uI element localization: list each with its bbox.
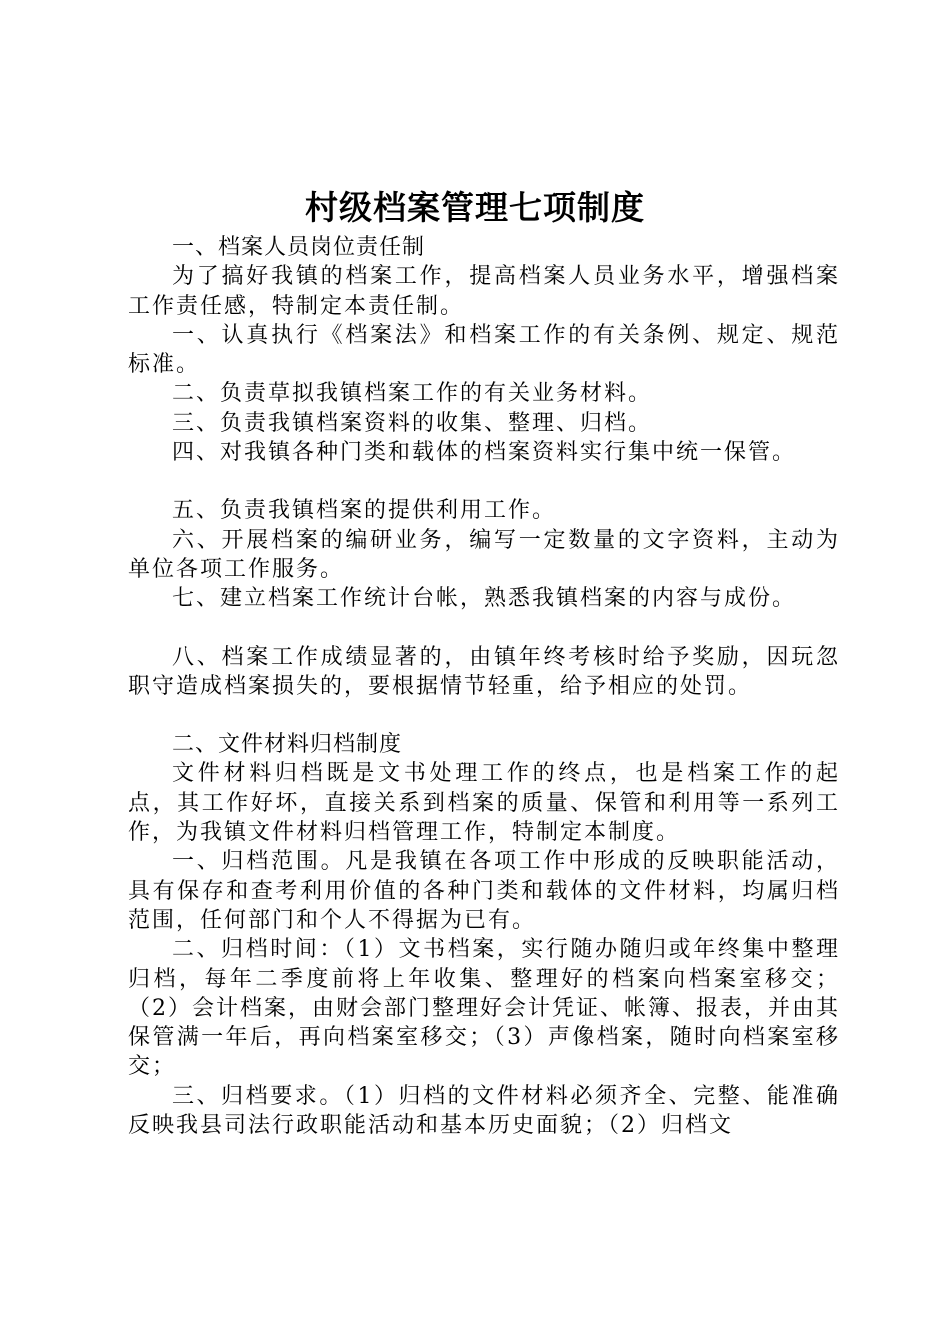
paragraph: 文件材料归档既是文书处理工作的终点，也是档案工作的起点，其工作好坏，直接关系到档案的质量、保管和利用等一系列工作，为我镇文件材料归档管理工作，特制定本制度。 — [128, 761, 840, 846]
paragraph: 五、负责我镇档案的提供利用工作。 — [172, 498, 557, 524]
section-heading-2: 二、文件材料归档制度 — [172, 732, 403, 758]
paragraph: 二、负责草拟我镇档案工作的有关业务材料。 — [172, 381, 653, 407]
section-heading-1: 一、档案人员岗位责任制 — [172, 235, 426, 260]
paragraph: 六、开展档案的编研业务，编写一定数量的文字资料，主动为单位各项工作服务。 — [128, 527, 840, 582]
paragraph: 二、归档时间：（1）文书档案，实行随办随归或年终集中整理归档，每年二季度前将上年收集、整理好的档案向档案室移交；（2）会计档案，由财会部门整理好会计凭证、帐簿、报表，并由其保管满一年后，再向档案室移交；（3）声像档案，随时向档案室移交； — [128, 937, 840, 1080]
paragraph-spacer — [128, 467, 840, 496]
paragraph: 七、建立档案工作统计台帐，熟悉我镇档案的内容与成份。 — [172, 586, 797, 612]
paragraph: 为了搞好我镇的档案工作，提高档案人员业务水平，增强档案工作责任感，特制定本责任制。 — [128, 264, 840, 319]
paragraph-spacer — [128, 701, 840, 730]
paragraph: 三、归档要求。（1）归档的文件材料必须齐全、完整、能准确反映我县司法行政职能活动和基本历史面貌；（2）归档文 — [128, 1083, 840, 1139]
paragraph: 八、档案工作成绩显著的，由镇年终考核时给予奖励，因玩忽职守造成档案损失的，要根据情节轻重，给予相应的处罚。 — [128, 644, 840, 699]
paragraph: 一、认真执行《档案法》和档案工作的有关条例、规定、规范标准。 — [128, 322, 840, 378]
paragraph: 四、对我镇各种门类和载体的档案资料实行集中统一保管。 — [172, 440, 797, 466]
paragraph: 三、负责我镇档案资料的收集、整理、归档。 — [172, 410, 653, 436]
document-body — [128, 233, 840, 1140]
document-title: 村级档案管理七项制度 — [305, 188, 645, 227]
paragraph-spacer — [128, 614, 840, 643]
paragraph: 一、归档范围。凡是我镇在各项工作中形成的反映职能活动，具有保存和查考利用价值的各种门类和载体的文件材料，均属归档范围，任何部门和个人不得据为已有。 — [128, 849, 840, 933]
